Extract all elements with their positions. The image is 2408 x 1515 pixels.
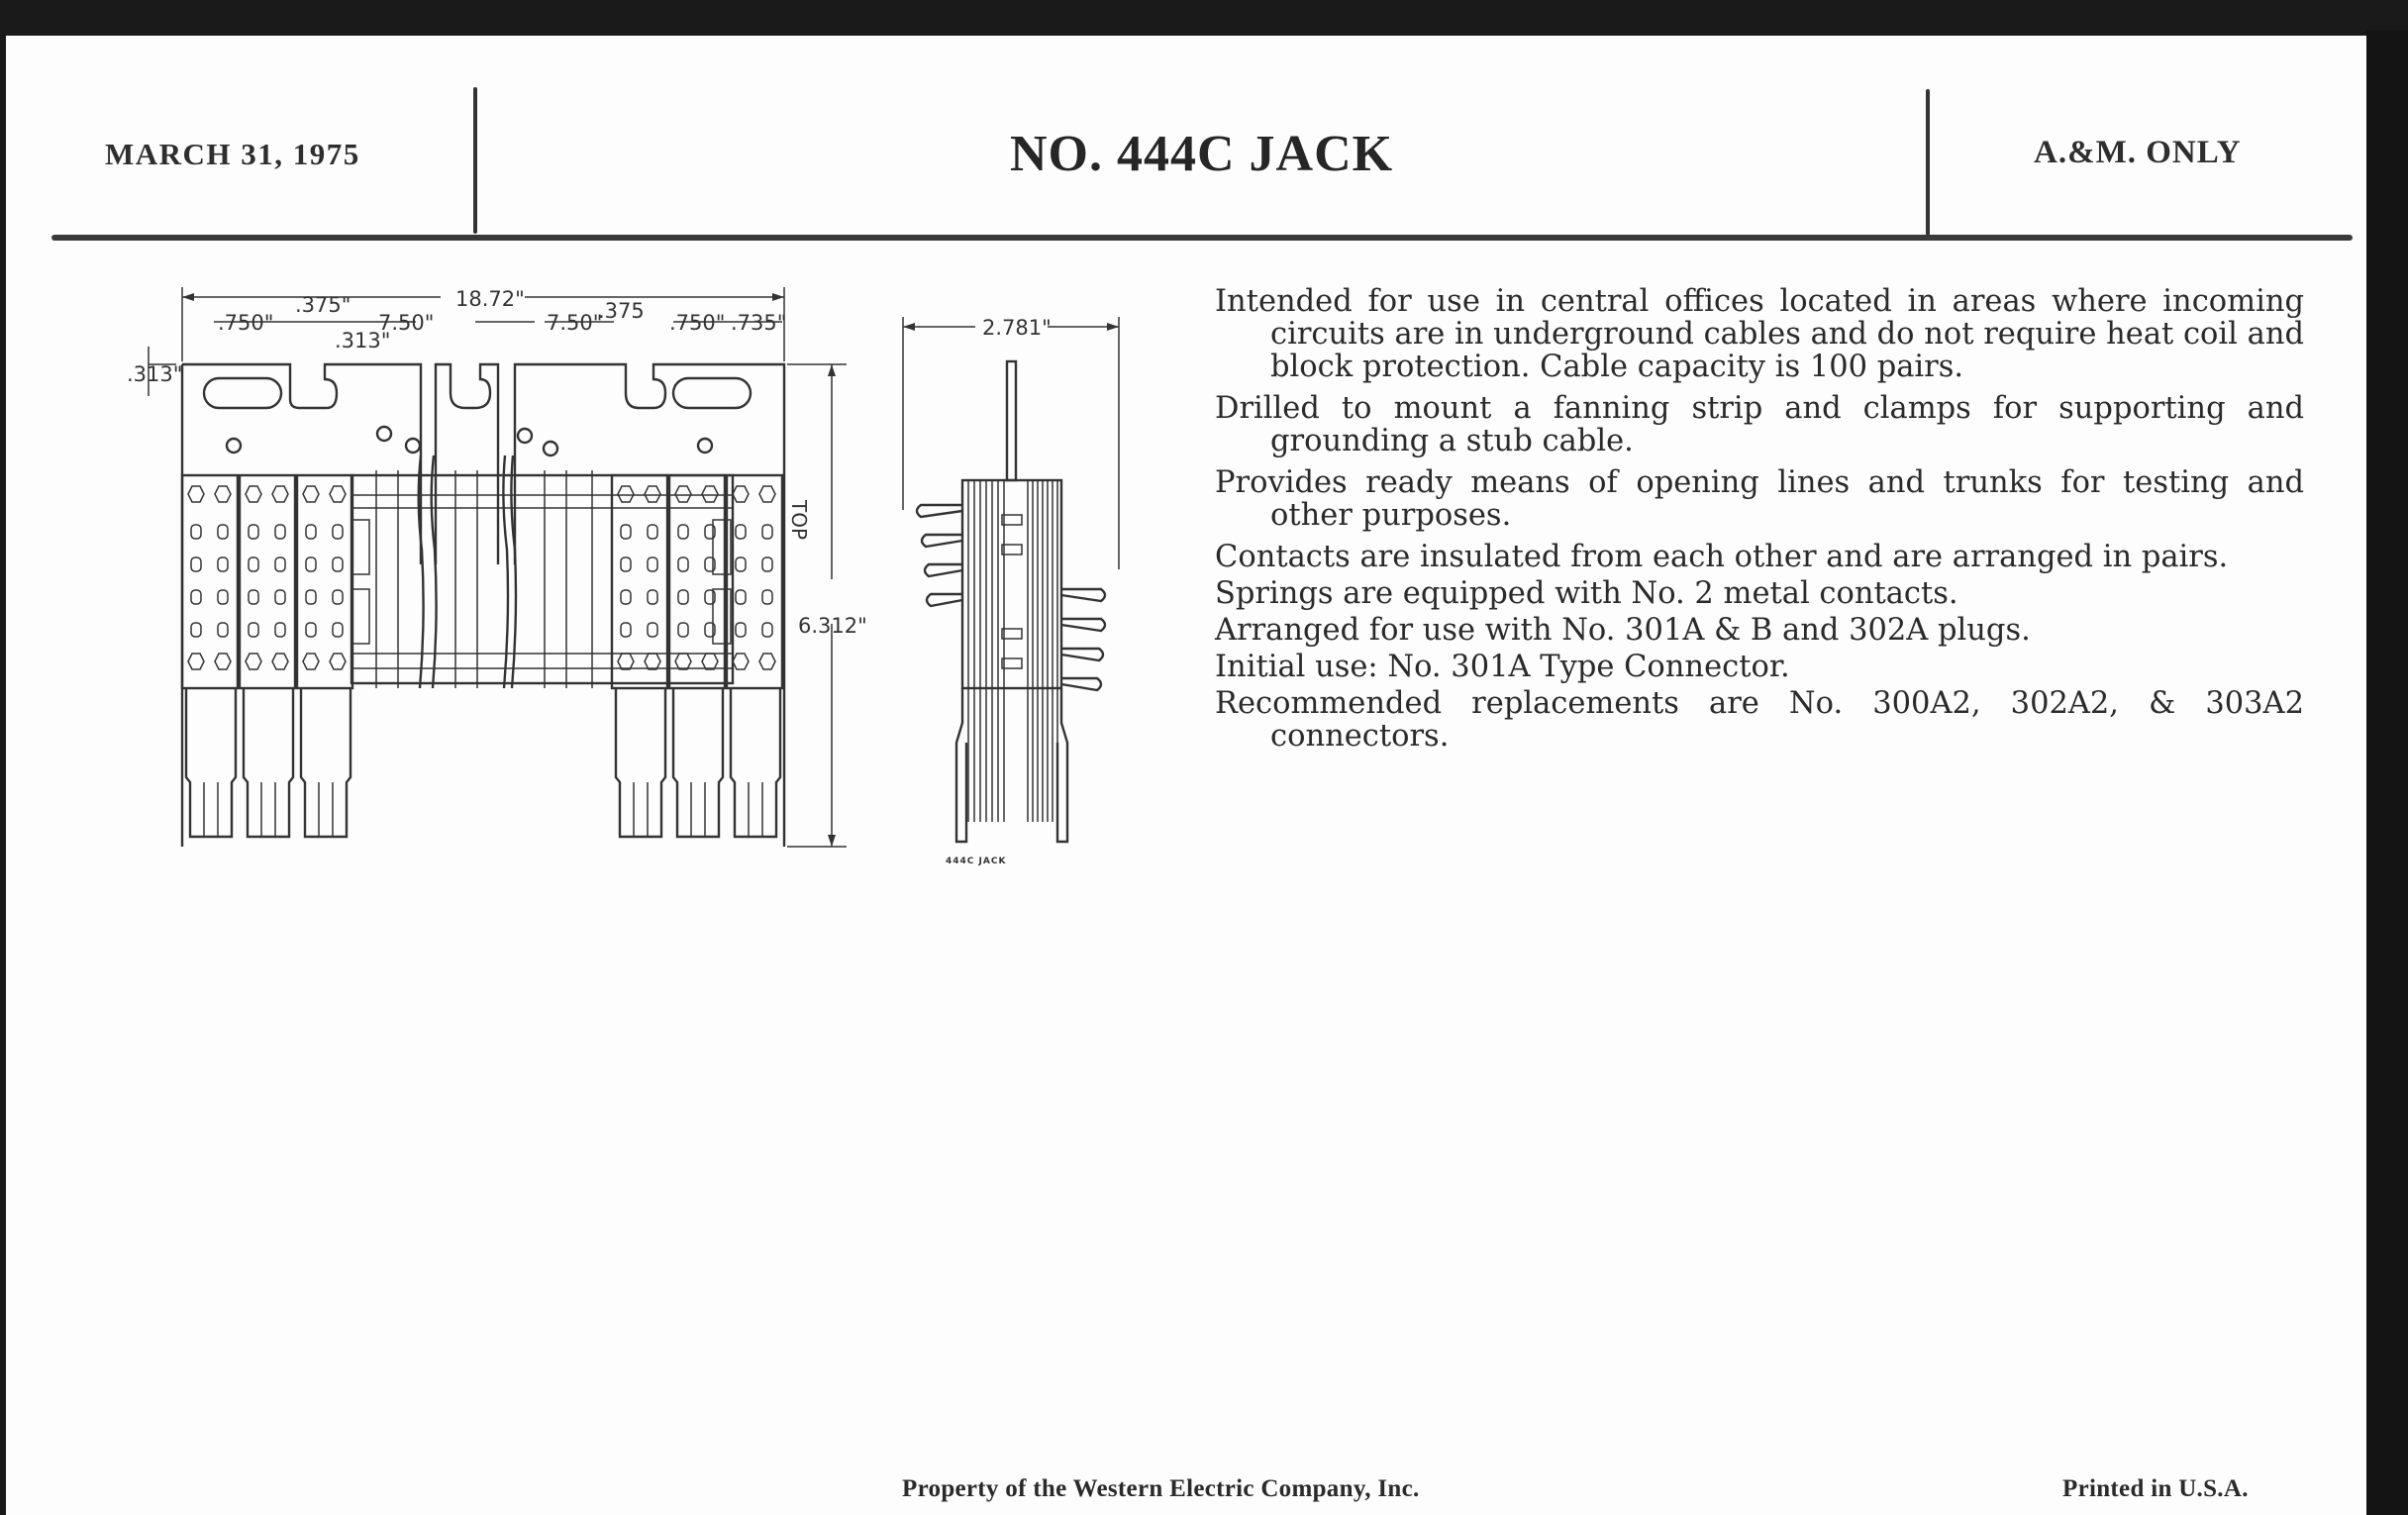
mounting-slot-left — [204, 378, 281, 408]
contact-spring — [306, 557, 316, 571]
spring-contact — [1061, 589, 1105, 601]
terminal-screw — [702, 654, 718, 669]
center-frame — [351, 470, 733, 688]
contact-spring — [678, 623, 688, 637]
contact-spring — [648, 525, 657, 539]
contact-spring — [249, 590, 258, 604]
contact-spring — [333, 590, 343, 604]
contact-spring — [678, 590, 688, 604]
dim-slot-right: .750" — [669, 311, 726, 335]
jack-strip — [669, 475, 725, 837]
contact-spring — [275, 623, 285, 637]
contact-spring — [218, 557, 228, 571]
contact-spring — [306, 623, 316, 637]
print-origin: Printed in U.S.A. — [2062, 1475, 2249, 1502]
terminal-screw — [303, 486, 319, 502]
spring-contact — [922, 535, 962, 547]
jack-strip — [612, 475, 667, 837]
side-view-caption: 444C JACK — [946, 857, 1007, 866]
contact-spring — [762, 590, 772, 604]
contact-spring — [678, 557, 688, 571]
contact-spring — [648, 623, 657, 637]
spring-contact — [1061, 649, 1103, 660]
scan-border — [2366, 30, 2408, 1515]
contact-spring — [191, 590, 201, 604]
front-view-drawing — [119, 282, 852, 876]
dim-notch-right: .375 — [598, 299, 645, 323]
terminal-screw — [330, 654, 346, 669]
terminal-screw — [188, 654, 204, 669]
terminal-screw — [759, 654, 775, 669]
terminal-screw — [675, 486, 691, 502]
contact-spring — [621, 557, 631, 571]
depth-dimension — [903, 316, 1119, 569]
contact-spring — [218, 590, 228, 604]
header-divider-left — [473, 87, 477, 234]
jack-strip — [727, 475, 782, 837]
dim-overall-height: 6.312" — [798, 614, 867, 638]
terminal-screw — [702, 486, 718, 502]
contact-spring — [306, 590, 316, 604]
contact-spring — [333, 557, 343, 571]
contact-spring — [249, 623, 258, 637]
jack-strips-right — [612, 475, 782, 837]
ownership-notice: Property of the Western Electric Company, Inc. — [902, 1475, 1420, 1502]
contact-spring — [218, 623, 228, 637]
contact-spring — [191, 623, 201, 637]
terminal-screw — [303, 654, 319, 669]
terminal-screw — [733, 654, 749, 669]
page-title: NO. 444C JACK — [1010, 126, 1394, 182]
contact-spring — [191, 557, 201, 571]
contact-spring — [333, 623, 343, 637]
contact-spring — [736, 557, 746, 571]
description-item: Recommended replacements are No. 300A2, 302A2, & 303A2 connectors. — [1215, 686, 2304, 754]
dim-overall-width: 18.72" — [455, 287, 525, 311]
contact-spring — [736, 525, 746, 539]
dim-half-span-right: 7.50" — [547, 311, 603, 335]
description-list — [1215, 285, 2304, 761]
terminal-screw — [246, 654, 261, 669]
description-item: Initial use: No. 301A Type Connector. — [1215, 650, 1790, 684]
classification-label: A.&M. ONLY — [2034, 135, 2242, 170]
spring-contact — [925, 564, 962, 576]
overall-height-dimension — [787, 364, 847, 847]
terminal-screw — [330, 486, 346, 502]
dim-slot-left: .750" — [218, 311, 274, 335]
header-divider-right — [1926, 89, 1930, 236]
terminal-screw — [272, 654, 288, 669]
terminal-screw — [215, 486, 231, 502]
contact-spring — [736, 590, 746, 604]
contact-spring — [648, 590, 657, 604]
description-item: Drilled to mount a fanning strip and clamps for supporting and grounding a stub cable. — [1215, 391, 2304, 458]
contact-spring — [191, 525, 201, 539]
contact-spring — [621, 525, 631, 539]
contact-spring — [275, 590, 285, 604]
spring-contact — [1061, 619, 1105, 631]
terminal-screw — [645, 486, 660, 502]
mounting-blade — [1007, 361, 1016, 480]
contact-spring — [678, 525, 688, 539]
contact-spring — [621, 623, 631, 637]
jack-strips-left — [182, 475, 352, 837]
mounting-plate — [182, 364, 784, 847]
contact-spring — [333, 525, 343, 539]
spring-contact — [917, 505, 962, 517]
description-item: Intended for use in central offices located in areas where incoming circuits are in underground cables and do not require heat coil and block protection. Cable capacity is 100 pairs. — [1215, 284, 2304, 384]
contact-spring — [249, 557, 258, 571]
terminal-screw — [215, 654, 231, 669]
terminal-screw — [246, 486, 261, 502]
contact-spring — [306, 525, 316, 539]
contact-spring — [275, 557, 285, 571]
spring-stack — [917, 480, 1105, 842]
description-item: Contacts are insulated from each other and are arranged in pairs. — [1215, 540, 2229, 574]
terminal-screw — [675, 654, 691, 669]
contact-spring — [762, 557, 772, 571]
spring-contact — [927, 594, 962, 606]
terminal-screw — [759, 486, 775, 502]
issue-date: MARCH 31, 1975 — [105, 137, 360, 171]
dim-overall-depth: 2.781" — [982, 316, 1052, 340]
dim-notch-offset-left: .313" — [335, 329, 391, 353]
contact-spring — [621, 590, 631, 604]
terminal-screw — [618, 486, 634, 502]
contact-spring — [249, 525, 258, 539]
terminal-screw — [733, 486, 749, 502]
contact-spring — [275, 525, 285, 539]
contact-spring — [762, 525, 772, 539]
dim-half-span-left: 7.50" — [378, 311, 435, 335]
description-item: Provides ready means of opening lines and trunks for testing and other purposes. — [1215, 465, 2304, 533]
spring-contact — [1061, 678, 1101, 690]
header-rule — [51, 235, 2353, 241]
dim-slot-height: .313" — [127, 362, 183, 386]
dim-notch-left: .375" — [295, 293, 351, 317]
terminal-screw — [645, 654, 660, 669]
jack-strip — [240, 475, 295, 837]
contact-spring — [218, 525, 228, 539]
description-item: Springs are equipped with No. 2 metal contacts. — [1215, 576, 1958, 611]
orientation-label: TOP — [787, 500, 811, 541]
terminal-screw — [188, 486, 204, 502]
mounting-slot-right — [673, 378, 751, 408]
jack-strip — [182, 475, 238, 837]
jack-strip — [297, 475, 352, 837]
contact-spring — [648, 557, 657, 571]
description-item: Arranged for use with No. 301A & B and 302A plugs. — [1215, 613, 2031, 648]
contact-spring — [736, 623, 746, 637]
terminal-screw — [618, 654, 634, 669]
terminal-screw — [272, 486, 288, 502]
side-view-drawing — [891, 307, 1139, 881]
dim-edge-right: .735" — [731, 311, 787, 335]
contact-spring — [762, 623, 772, 637]
